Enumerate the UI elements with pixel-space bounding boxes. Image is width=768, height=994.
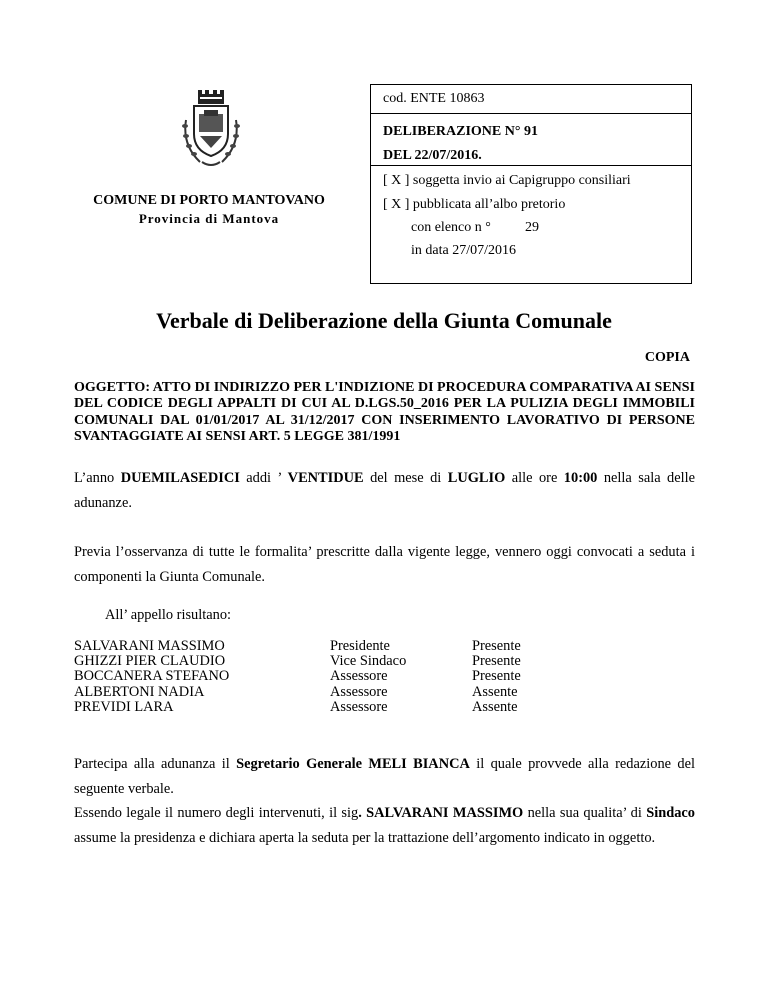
- presidente-name: . SALVARANI MASSIMO: [358, 805, 524, 821]
- copia-label: COPIA: [644, 350, 690, 365]
- oggetto-text: OGGETTO: ATTO DI INDIRIZZO PER L'INDIZIONE DI PROCEDURA COMPARATIVA AI SENSI DEL CODICE DEGLI APPALTI DI CUI AL D.LGS.50_2016 PER LA PULIZIA DEGLI IMMOBILI COMUNALI DAL 01/01/2017 AL 31/12/2017 CON INSERIMENTO LAVORATIVO DI PERSONE SVANTAGGIATE AI SENSI ART. 5 LEGGE 381/1991: [74, 380, 695, 445]
- elenco-number: 29: [525, 220, 539, 235]
- cod-ente: cod. ENTE 10863: [383, 91, 485, 106]
- anno: DUEMILASEDICI: [120, 470, 240, 486]
- list-item: BOCCANERA STEFANO Assessore Presente: [74, 668, 521, 685]
- mese: LUGLIO: [447, 470, 506, 486]
- info-box: [370, 84, 692, 284]
- list-item: GHIZZI PIER CLAUDIO Vice Sindaco Presente: [74, 653, 521, 670]
- presidenza-paragraph: Essendo legale il numero degli intervenuti, il sig. SALVARANI MASSIMO nella sua qualita’ di Sindaco assume la presidenza e dichiara aperta la seduta per la trattazione dell’argomento indicato in oggetto.: [74, 805, 695, 846]
- publication-date: in data 27/07/2016: [411, 243, 516, 258]
- checkbox-albo-pretorio: [ X ] pubblicata all’albo pretorio: [383, 197, 566, 212]
- appello-label: All’ appello risultano:: [105, 607, 232, 623]
- deliberazione-date: DEL 22/07/2016.: [383, 148, 482, 163]
- members-list: [74, 639, 592, 715]
- comune-name: COMUNE DI PORTO MANTOVANO: [93, 193, 325, 208]
- deliberazione-number: DELIBERAZIONE N° 91: [383, 124, 538, 139]
- elenco-label: con elenco n °: [411, 220, 491, 235]
- provincia-name: Provincia di Mantova: [138, 211, 280, 226]
- list-item: SALVARANI MASSIMO Presidente Presente: [74, 638, 521, 654]
- list-item: PREVIDI LARA Assessore Assente: [74, 698, 518, 715]
- document-title: Verbale di Deliberazione della Giunta Comunale: [156, 308, 612, 333]
- segretario-paragraph: Partecipa alla adunanza il Segretario Generale MELI BIANCA il quale provvede alla redazione del seguente verbale.: [74, 756, 695, 797]
- segretario-name: Segretario Generale MELI BIANCA: [236, 756, 470, 772]
- intro-paragraph: L’anno DUEMILASEDICI addi ’ VENTIDUE del mese di LUGLIO alle ore 10:00 nella sala delle adunanze.: [74, 470, 695, 511]
- municipal-crest-icon: [178, 90, 244, 170]
- sindaco-label: Sindaco: [646, 805, 695, 821]
- checkbox-capigruppo: [ X ] soggetta invio ai Capigruppo consiliari: [383, 173, 631, 188]
- ora: 10:00: [563, 470, 598, 486]
- formalita-paragraph: Previa l’osservanza di tutte le formalita’ prescritte dalla vigente legge, vennero oggi convocati a seduta i componenti la Giunta Comunale.: [74, 544, 695, 585]
- giorno: VENTIDUE: [287, 470, 364, 486]
- list-item: ALBERTONI NADIA Assessore Assente: [74, 683, 518, 700]
